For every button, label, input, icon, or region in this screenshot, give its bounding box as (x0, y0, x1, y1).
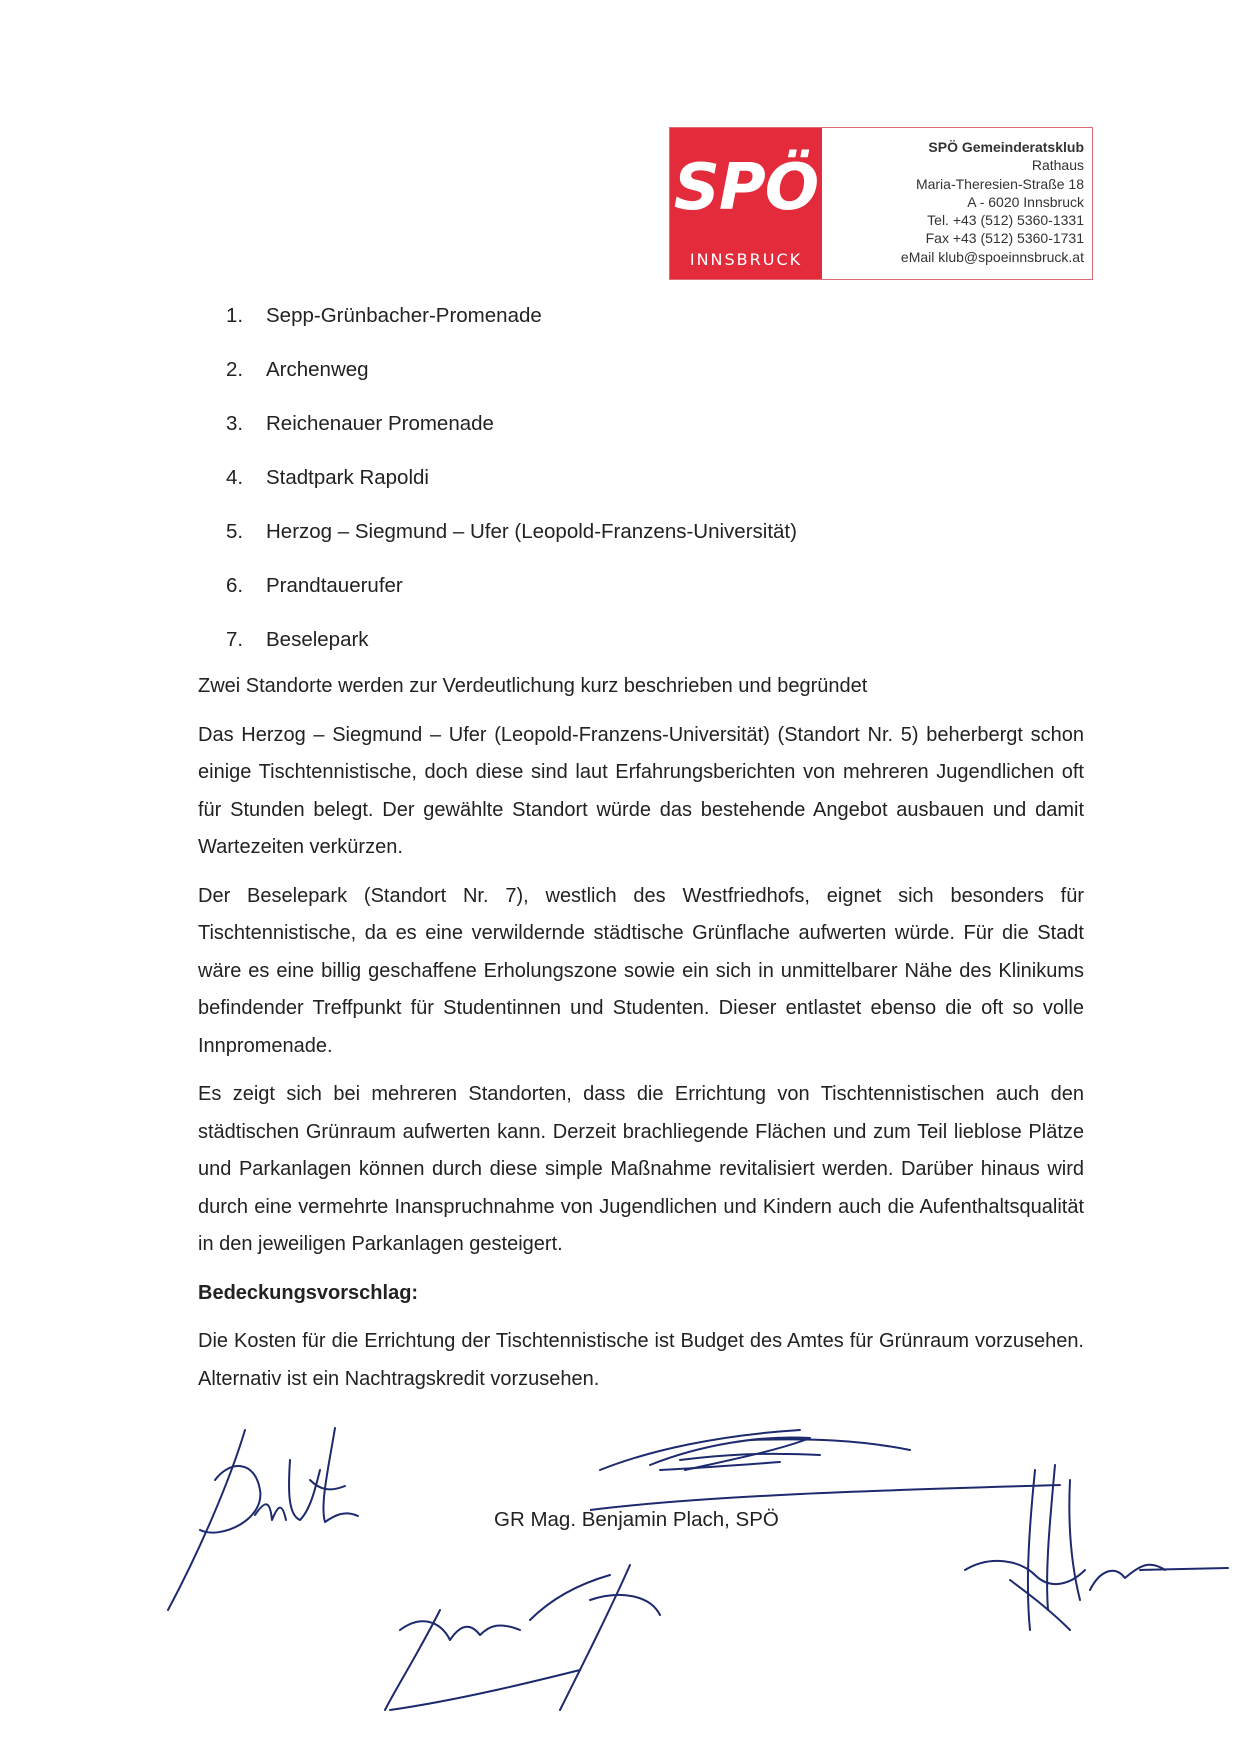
list-item (226, 354, 797, 408)
list-item (226, 408, 797, 462)
letterhead-address (822, 128, 1092, 279)
logo-city: INNSBRUCK (689, 250, 803, 269)
paragraph-location-5: Das Herzog – Siegmund – Ufer (Leopold-Franzens-Universität) (Standort Nr. 5) beherbergt schon einige Tischtennistische, doch diese sind laut Erfahrungsberichten von mehreren Jugendlichen oft für Stunden belegt. Der gewählte Standort würde das bestehende Angebot ausbauen und damit Wartezeiten verkürzen. (198, 723, 1084, 858)
list-item-label: Stadtpark Rapoldi (266, 466, 429, 489)
address-line-street: Maria-Theresien-Straße 18 (915, 175, 1084, 192)
list-item-label: Herzog – Siegmund – Ufer (Leopold-Franzens-Universität) (266, 520, 797, 543)
list-item-label: Beselepark (266, 628, 369, 651)
letterhead (669, 127, 1093, 280)
coverage-paragraph: Die Kosten für die Errichtung der Tischtennistische ist Budget des Amtes für Grünraum vorzusehen. Alternativ ist ein Nachtragskredit vorzusehen. (198, 1330, 1084, 1390)
list-item (226, 462, 797, 516)
signature-bottom (380, 1560, 720, 1720)
paragraph-location-7: Der Beselepark (Standort Nr. 7), westlich des Westfriedhofs, eignet sich besonders für Tischtennistische, da es eine verwildernde städtische Grünflache aufwerten würde. Für die Stadt wäre es eine billig geschaffene Erholungszone sowie ein sich in unmittelbarer Nähe des Klinikums befindender Treffpunkt für Studentinnen und Studenten. Dieser entlastet ebenso die oft so volle Innpromenade. (198, 884, 1084, 1057)
list-item-label: Sepp-Grünbacher-Promenade (266, 304, 542, 327)
address-line-rathaus: Rathaus (1031, 157, 1084, 174)
list-item-number: 4. (226, 466, 244, 489)
document-body (198, 668, 1084, 1409)
list-item-label: Reichenauer Promenade (266, 412, 494, 435)
list-item (226, 300, 797, 354)
list-item-number: 2. (226, 358, 244, 381)
intro-paragraph: Zwei Standorte werden zur Verdeutlichung kurz beschrieben und begründet (198, 675, 868, 697)
organization-name: SPÖ Gemeinderatsklub (928, 139, 1084, 155)
address-line-email: eMail klub@spoeinnsbruck.at (900, 248, 1084, 265)
list-item (226, 570, 797, 624)
list-item-number: 5. (226, 520, 244, 543)
paragraph-summary: Es zeigt sich bei mehreren Standorten, dass die Errichtung von Tischtennistischen auch den städtischen Grünraum aufwerten kann. Derzeit brachliegende Flächen und zum Teil lieblose Plätze und Parkanlagen können durch diese simple Maßnahme revitalisiert werden. Darüber hinaus wird durch eine vermehrte Inanspruchnahme von Jugendlichen und Kindern auch die Aufenthaltsqualität in den jeweiligen Parkanlagen gesteigert. (198, 1083, 1084, 1255)
address-line-phone: Tel. +43 (512) 5360-1331 (927, 212, 1084, 229)
coverage-heading: Bedeckungsvorschlag: (198, 1281, 419, 1304)
signature-right (950, 1460, 1240, 1640)
spoe-logo (670, 128, 822, 279)
list-item-number: 6. (226, 574, 244, 597)
list-item-label: Archenweg (266, 358, 369, 381)
logo-wordmark: SPÖ (673, 151, 819, 225)
address-line-fax: Fax +43 (512) 5360-1731 (925, 230, 1084, 247)
list-item-number: 1. (226, 304, 244, 327)
list-item (226, 516, 797, 570)
address-line-city: A - 6020 Innsbruck (967, 193, 1084, 210)
signer-name: GR Mag. Benjamin Plach, SPÖ (494, 1508, 779, 1531)
list-item-number: 3. (226, 412, 244, 435)
list-item-number: 7. (226, 628, 244, 651)
list-item-label: Prandtauerufer (266, 574, 403, 597)
location-list (226, 300, 797, 678)
